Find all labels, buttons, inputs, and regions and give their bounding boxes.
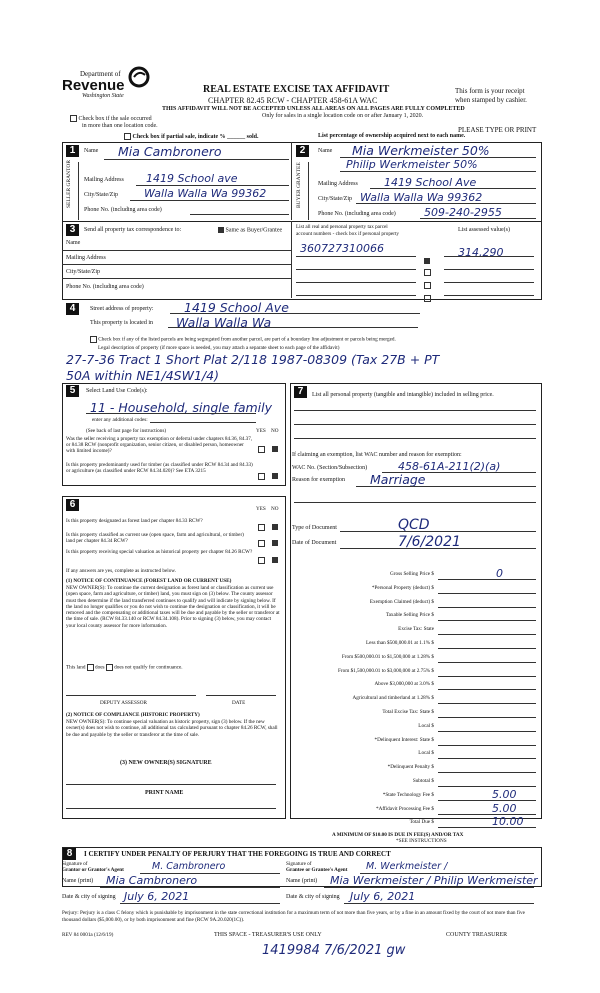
s5-yes-header: YES [256, 428, 266, 434]
grantee-date-city[interactable]: July 6, 2021 [350, 890, 416, 903]
tax-row-label: *Delinquent Interest: State $ [374, 736, 434, 743]
wac-label: WAC No. (Section/Subsection) [292, 465, 368, 471]
tax-row-line [438, 593, 536, 594]
s6-question-2: Is this property classified as current use (open space, farm and agricultural, or timber) land per chapter 84.34 RCW? [66, 532, 244, 544]
land-use-code[interactable]: 11 - Household, single family [90, 400, 273, 415]
multi-location-text: in more than one location code. [82, 123, 158, 129]
tax-row-label: Subtotal $ [412, 778, 434, 784]
see-back-label: (See back of last page for instructions) [86, 428, 167, 434]
treasurer-stamp: 1419984 7/6/2021 gw [262, 943, 406, 958]
state-label: Washington State [82, 93, 124, 99]
grantee-sig-label-1: Signature of [286, 861, 312, 867]
s3-city-label: City/State/Zip [66, 269, 100, 275]
form-title: REAL ESTATE EXCISE TAX AFFIDAVIT [203, 84, 390, 95]
tax-row-label: Total Due $ [409, 819, 434, 826]
exemption-claim-label: If claiming an exemption, list WAC number and reason for exemption: [292, 452, 462, 458]
sales-note: Only for sales in a single location code on or after January 1, 2020. [262, 113, 424, 119]
same-as-buyer-check[interactable]: Same as Buyer/Grantee [218, 227, 282, 233]
tax-row-label: Gross Selling Price $ [390, 571, 434, 577]
tax-row-label: Local $ [418, 722, 434, 729]
section-6-number: 6 [66, 499, 79, 511]
buyer-city[interactable]: Walla Walla Wa 99362 [360, 191, 483, 204]
tax-row-label: Local $ [418, 750, 434, 757]
tax-row-line [438, 745, 536, 746]
notice-2-body: NEW OWNER(S): To continue special valuation as historic property, sign (3) below. If the new owner(s) does not wish to continue, all additional tax calculated pursuant to chapter 84.26 RCW, shall be due and payable by the seller or transferor at the time of sale. [66, 719, 278, 738]
s6-q3-no[interactable] [272, 551, 278, 569]
legal-desc-line-1[interactable]: 27-7-36 Tract 1 Short Plat 2/118 1987-08309 (Tax 27B + PT [66, 352, 440, 367]
buyer-name-1[interactable]: Mia Werkmeister 50% [352, 143, 490, 158]
seller-side-label: SELLER GRANTOR [66, 159, 72, 208]
section-3-number: 3 [66, 224, 79, 236]
tax-row-line [438, 758, 536, 759]
tax-row-line [438, 800, 536, 801]
minimum-fee-note: A MINIMUM OF $10.00 IS DUE IN FEE(S) AND/OR TAX [332, 832, 464, 838]
seller-name[interactable]: Mia Cambronero [118, 144, 222, 159]
see-instructions-note: *SEE INSTRUCTIONS [396, 838, 447, 844]
located-in-label: This property is located in [90, 320, 153, 326]
grantee-print-name[interactable]: Mia Werkmeister / Philip Werkmeister [330, 874, 538, 887]
parcel-header-1: List all real and personal property tax parcel [296, 224, 388, 230]
buyer-phone-label: Phone No. (including area code) [318, 211, 396, 217]
additional-codes-label: enter any additional codes: [92, 417, 148, 423]
tax-row-value[interactable]: 5.00 [492, 787, 517, 801]
grantor-date-city[interactable]: July 6, 2021 [124, 890, 190, 903]
parcel-header-2: account numbers - check box if personal property [296, 231, 399, 237]
notice-1-body: NEW OWNER(S): To continue the current designation as forest land or classification as current use (open space, farm and agriculture, or timber) land, you must sign on (3) below. The county assessor must then determine if the land transferred continues to qualify and will indicate by signing below. If the land no longer qualifies or you do not wish to continue the designation or classification, it will be removed and the compensating or additional taxes will be due and payable by the seller or transferor at the time of sale. (RCW 84.33.140 or RCW 84.34.108). Prior to signing (3) below, you may contact your local county assessor for more information. [66, 585, 280, 629]
buyer-mailing[interactable]: 1419 School Ave [384, 176, 477, 189]
s5-no-header: NO [271, 428, 279, 434]
tax-row-label: Agricultural and timberland at 1.28% $ [352, 695, 434, 702]
grantor-sig-label-2: Grantor or Grantor's Agent [62, 867, 124, 873]
section-7-number: 7 [294, 386, 307, 398]
tax-row-line [438, 717, 536, 718]
tax-row-label: Exemption Claimed (deduct) $ [369, 598, 434, 605]
print-name-label: PRINT NAME [145, 790, 184, 796]
s6-question-3: Is this property receiving special valuation as historical property per chapter 84.26 RCW? [66, 549, 253, 555]
personal-property-check-4[interactable] [424, 289, 431, 307]
deputy-assessor-label: DEPUTY ASSESSOR [100, 700, 147, 706]
seller-phone-label: Phone No. (including area code) [84, 207, 162, 213]
tax-row-line [438, 703, 536, 704]
type-or-print: PLEASE TYPE OR PRINT [458, 126, 537, 134]
seller-mailing-label: Mailing Address [84, 177, 124, 183]
tax-row-line [438, 620, 536, 621]
s5-question-2: Is this property predominantly used for timber (as classified under RCW 84.34 and 84.33) or agriculture (as classified under RCW 84.34.020)? See ETA 3215 [66, 462, 253, 474]
new-owner-signature-label: (3) NEW OWNER(S) SIGNATURE [120, 760, 212, 766]
doc-date-label: Date of Document [292, 540, 337, 546]
seller-mailing[interactable]: 1419 School ave [146, 172, 238, 185]
receipt-line-2: when stamped by cashier. [455, 96, 527, 104]
tax-row-label: Less than $500,000.01 at 1.1% $ [365, 640, 434, 646]
grantee-signature[interactable]: M. Werkmeister / [366, 861, 448, 872]
street-address-label: Street address of property: [90, 306, 154, 312]
s6-q3-yes[interactable] [258, 551, 265, 569]
buyer-name-label: Name [318, 148, 333, 154]
tax-row-line [438, 772, 536, 773]
grantor-sig-label-1: Signature of [62, 861, 88, 867]
doc-type-label: Type of Document [292, 525, 337, 531]
deputy-date-label: DATE [232, 700, 246, 706]
warning-text: THIS AFFIDAVIT WILL NOT BE ACCEPTED UNLESS ALL AREAS ON ALL PAGES ARE FULLY COMPLETED [162, 106, 465, 112]
s5-q2-yes[interactable] [258, 467, 265, 485]
s3-mailing-label: Mailing Address [66, 255, 106, 261]
this-land-row: This land does does not qualify for continuance. [66, 664, 183, 671]
wac-number[interactable]: 458-61A-211(2)(a) [398, 460, 501, 473]
grantee-name-label: Name (print) [286, 878, 318, 884]
partial-sale-check[interactable]: Check box if partial sale, indicate % ______ sold. [124, 133, 259, 140]
tax-row-line [438, 648, 536, 649]
seller-city[interactable]: Walla Walla Wa 99362 [144, 187, 267, 200]
buyer-side-label: BUYER GRANTEE [296, 162, 302, 208]
tax-row-label: Taxable Selling Price $ [385, 612, 434, 619]
s5-q1-no[interactable] [272, 440, 278, 458]
multi-location-check[interactable]: Check box if the sale occurred [70, 115, 152, 122]
tax-row-line [438, 662, 536, 663]
revenue-logo-text: Revenue [62, 77, 125, 94]
section-8-number: 8 [63, 848, 76, 860]
grantee-date-label: Date & city of signing [286, 894, 340, 900]
notice-2-title: (2) NOTICE OF COMPLIANCE (HISTORIC PROPERTY) [66, 712, 200, 718]
s6-q2-no[interactable] [272, 534, 278, 552]
grantor-name-label: Name (print) [62, 878, 94, 884]
grantor-print-name[interactable]: Mia Cambronero [106, 874, 198, 887]
doc-type[interactable]: QCD [398, 517, 430, 533]
ownership-note: List percentage of ownership acquired next to each name. [318, 133, 466, 139]
reason-label: Reason for exemption [292, 477, 345, 483]
tax-row-label: Above $3,000,000 at 3.0% $ [374, 681, 434, 688]
tax-row-line [438, 731, 536, 732]
tax-row-label: *State Technology Fee $ [382, 791, 434, 798]
s5-question-1: Was the seller receiving a property tax exemption or deferral under chapters 84.36, 84.37, or 84.38 RCW (nonprofit organization, senior citizen, or disabled person, homeowner with limited income)? [66, 436, 253, 454]
seller-name-label: Name [84, 148, 99, 154]
perjury-notice: Perjury: Perjury is a class C felony which is punishable by imprisonment in the state correctional institution for a maximum term of not more than five years, or by a fine in an amount fixed by the court of not more than five thousand dollars ($5,000.00), or by both imprisonment and fine (RCW 9A.20.020(1C)). [62, 910, 525, 923]
dept-label: Department of [80, 70, 121, 78]
tax-row-line [438, 676, 536, 677]
buyer-mailing-label: Mailing Address [318, 181, 358, 187]
street-address[interactable]: 1419 School Ave [184, 300, 289, 315]
personal-property-label: List all personal property (tangible and intangible) included in selling price. [312, 392, 494, 398]
tax-row-line [438, 786, 536, 787]
tax-row-label: Total Excise Tax: State $ [382, 709, 434, 715]
section-5-number: 5 [66, 385, 79, 397]
tax-row-label: From $500,000.01 to $1,500,000 at 1.28% $ [341, 653, 434, 660]
section-6-box [62, 496, 286, 819]
treasurer-space-label: THIS SPACE - TREASURER'S USE ONLY [214, 932, 322, 938]
form-chapter: CHAPTER 82.45 RCW - CHAPTER 458-61A WAC [208, 96, 378, 105]
tax-row-value[interactable]: 0 [496, 567, 503, 580]
seller-city-label: City/State/Zip [84, 192, 118, 198]
s5-q1-yes[interactable] [258, 440, 265, 458]
s6-yes-header: YES [256, 506, 266, 512]
legal-desc-label: Legal description of property (if more space is needed, you may attach a separate sheet to each page of the affidavit) [98, 345, 340, 351]
grantor-date-label: Date & city of signing [62, 894, 116, 900]
buyer-phone[interactable]: 509-240-2955 [424, 206, 502, 219]
tax-row-label: Excise Tax: State [398, 626, 434, 633]
section-1-number: 1 [66, 145, 79, 157]
tax-row-value[interactable]: 10.00 [492, 815, 524, 829]
parcel-number[interactable]: 360727310066 [300, 242, 384, 255]
tax-row-line [438, 634, 536, 635]
assessed-header: List assessed value(s) [458, 227, 510, 233]
land-use-label: Select Land Use Code(s): [86, 388, 148, 394]
doc-date[interactable]: 7/6/2021 [398, 534, 461, 550]
receipt-line-1: This form is your receipt [455, 87, 525, 95]
form-revision: REV 84 0001a (12/6/19) [62, 932, 114, 938]
tax-row-label: *Personal Property (deduct) $ [371, 584, 434, 591]
legal-desc-line-2[interactable]: 50A within NE1/4SW1/4) [66, 368, 219, 383]
grantee-sig-label-2: Grantee or Grantee's Agent [286, 867, 348, 873]
segregate-check[interactable]: Check box if any of the listed parcels are being segregated from another parcel, are part of a boundary line adjustment or parcels being merged. [90, 336, 396, 343]
tax-row-label: *Affidavit Processing Fee $ [376, 805, 434, 812]
tax-row-line [438, 607, 536, 608]
tax-row-label: From $1,500,000.01 to $3,000,000 at 2.75% $ [338, 667, 434, 674]
section-2-number: 2 [296, 145, 309, 157]
s3-phone-label: Phone No. (including area code) [66, 284, 144, 290]
tax-row-line [438, 579, 536, 580]
revenue-logo-icon [128, 66, 150, 88]
s6-no-header: NO [271, 506, 279, 512]
section-4-number: 4 [66, 303, 79, 315]
tax-row-line [438, 689, 536, 690]
s6-question-1: Is this property designated as forest land per chapter 84.33 RCW? [66, 518, 203, 524]
exemption-reason[interactable]: Marriage [370, 472, 426, 487]
county-treasurer-label: COUNTY TREASURER [446, 932, 508, 938]
s5-q2-no[interactable] [272, 467, 278, 485]
buyer-name-2[interactable]: Philip Werkmeister 50% [346, 158, 478, 171]
if-yes-note: If any answers are yes, complete as instructed below. [66, 568, 177, 574]
s3-name-label: Name [66, 240, 81, 246]
land-does-check[interactable] [87, 664, 94, 671]
certify-statement: I CERTIFY UNDER PENALTY OF PERJURY THAT THE FOREGOING IS TRUE AND CORRECT [84, 850, 391, 858]
tax-row-value[interactable]: 5.00 [492, 801, 517, 815]
send-correspondence-label: Send all property tax correspondence to: [84, 227, 182, 233]
land-does-not-check[interactable] [106, 664, 113, 671]
tax-row-label: *Delinquent Penalty $ [387, 764, 434, 771]
grantor-signature[interactable]: M. Cambronero [152, 861, 226, 872]
buyer-city-label: City/State/Zip [318, 196, 352, 202]
s6-q2-yes[interactable] [258, 534, 265, 552]
located-in[interactable]: Walla Walla Wa [176, 315, 272, 330]
assessed-value[interactable]: 314,290 [458, 246, 504, 259]
notice-1-title: (1) NOTICE OF CONTINUANCE (FOREST LAND OR CURRENT USE) [66, 578, 232, 584]
